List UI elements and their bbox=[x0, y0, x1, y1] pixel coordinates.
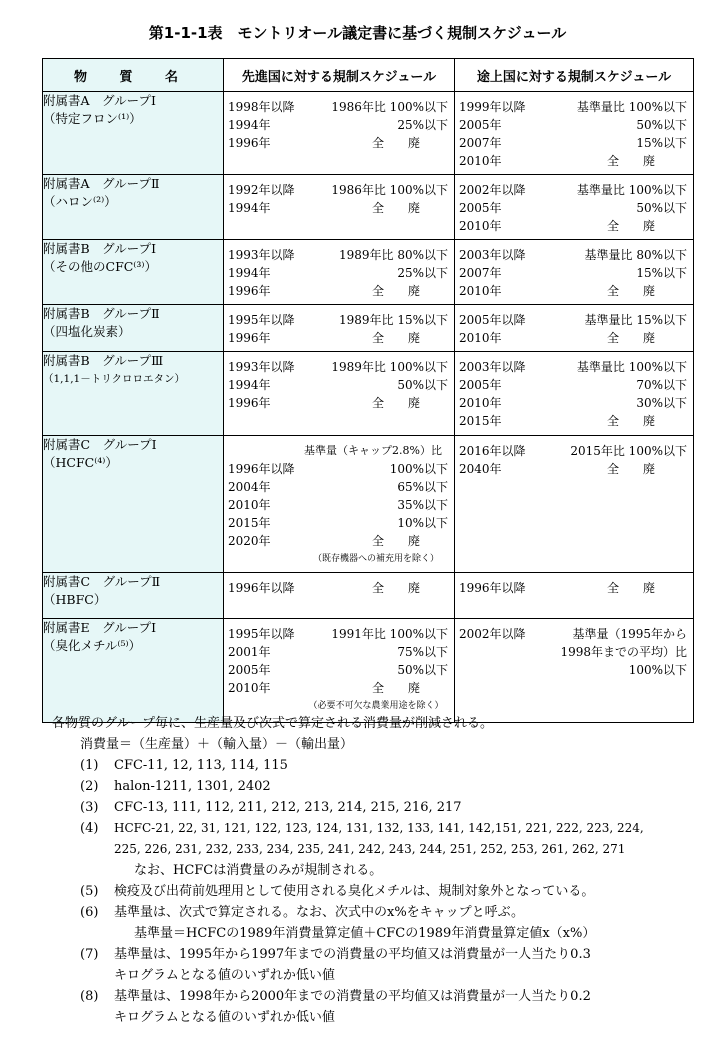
schedule-date: 2003年以降 bbox=[459, 360, 526, 374]
schedule-values bbox=[304, 625, 450, 715]
schedule-dates bbox=[459, 625, 535, 679]
footnote-line: 検疫及び出荷前処理用として使用される臭化メチルは、規制対象外となっている。 bbox=[114, 884, 595, 899]
substance-name bbox=[43, 352, 224, 436]
substance-line: 附属書E グループⅠ bbox=[43, 620, 157, 635]
schedule-value: 50%以下 bbox=[636, 118, 687, 132]
schedule-dates bbox=[228, 625, 304, 715]
footnote bbox=[52, 881, 712, 902]
schedule-dates bbox=[228, 579, 304, 597]
schedule-value: 基準量比 100%以下 bbox=[576, 100, 687, 114]
schedule-date: 2005年 bbox=[228, 663, 271, 677]
substance-name bbox=[43, 92, 224, 175]
schedule-date: 1996年以降 bbox=[459, 581, 526, 595]
footnote-line: 基準量＝HCFCの1989年消費量算定値＋CFCの1989年消費量算定値x（x%） bbox=[134, 926, 596, 941]
schedule-value: 全 廃 bbox=[371, 581, 420, 595]
schedule-values bbox=[535, 246, 689, 300]
schedule-date bbox=[228, 442, 304, 460]
schedule-value: 25%以下 bbox=[397, 266, 448, 280]
footnote bbox=[52, 797, 712, 818]
schedule-value: 基準量（1995年から bbox=[572, 627, 687, 641]
developed-schedule bbox=[224, 175, 455, 240]
schedule-date: 1996年以降 bbox=[228, 462, 295, 476]
schedule-value: （既存機器への補充用を除く） bbox=[312, 554, 439, 564]
table-row bbox=[43, 573, 694, 619]
schedule-date: 2015年 bbox=[228, 516, 271, 530]
developing-schedule bbox=[455, 573, 694, 619]
schedule-dates bbox=[228, 181, 304, 217]
schedule-values bbox=[304, 311, 450, 347]
schedule-values bbox=[535, 98, 689, 170]
schedule-date: 2016年以降 bbox=[459, 444, 526, 458]
schedule-value: 75%以下 bbox=[397, 645, 448, 659]
substance-line: 附属書B グループⅠ bbox=[43, 241, 157, 256]
substance-line: 附属書C グループⅡ bbox=[43, 574, 161, 589]
schedule-date: 2003年以降 bbox=[459, 248, 526, 262]
header-substance: 物 質 名 bbox=[43, 59, 224, 92]
schedule-value: 全 廃 bbox=[371, 681, 420, 695]
notes-intro: 各物質のグループ毎に、生産量及び次式で算定される消費量が削減される。 bbox=[52, 716, 493, 731]
schedule-date: 2010年 bbox=[228, 681, 271, 695]
schedule-date: 1994年 bbox=[228, 378, 271, 392]
schedule-value: 基準量（キャップ2.8%）比 bbox=[304, 444, 442, 457]
footnote bbox=[52, 755, 712, 776]
schedule-value: 50%以下 bbox=[397, 663, 448, 677]
footnote-line: HCFC-21, 22, 31, 121, 122, 123, 124, 131, 132, 133, 141, 142,151, 221, 222, 223, 224, bbox=[114, 821, 644, 835]
footnote-line: CFC-11, 12, 113, 114, 115 bbox=[114, 758, 288, 773]
schedule-date: 2005年 bbox=[459, 118, 502, 132]
footnote bbox=[52, 902, 712, 944]
table-row bbox=[43, 92, 694, 175]
schedule-value: 65%以下 bbox=[397, 480, 448, 494]
schedule-value: 基準量比 15%以下 bbox=[584, 313, 687, 327]
schedule-date: 2007年 bbox=[459, 266, 502, 280]
developed-schedule bbox=[224, 573, 455, 619]
header-developing: 途上国に対する規制スケジュール bbox=[455, 59, 694, 92]
schedule-value: 全 廃 bbox=[371, 534, 420, 548]
schedule-date: 1998年以降 bbox=[228, 100, 295, 114]
footnote-line: 基準量は、1995年から1997年までの消費量の平均値又は消費量が一人当たり0.3 bbox=[114, 947, 591, 962]
schedule-value: 全 廃 bbox=[606, 284, 655, 298]
schedule-value: 基準量比 100%以下 bbox=[576, 183, 687, 197]
footnote-line: キログラムとなる値のいずれか低い値 bbox=[114, 968, 335, 983]
schedule-value: 1989年比 15%以下 bbox=[338, 313, 448, 327]
schedule-date: 2010年 bbox=[459, 396, 502, 410]
schedule-values bbox=[535, 358, 689, 430]
footnote-number: (8) bbox=[80, 989, 99, 1004]
schedule-date: 2007年 bbox=[459, 136, 502, 150]
schedule-values bbox=[304, 358, 450, 412]
schedule-date: 2001年 bbox=[228, 645, 271, 659]
schedule-dates bbox=[459, 246, 535, 300]
footnote-line: 基準量は、次式で算定される。なお、次式中のx%をキャップと呼ぶ。 bbox=[114, 905, 524, 920]
schedule-value: 1998年までの平均）比 bbox=[560, 645, 687, 659]
notes-section bbox=[52, 713, 712, 1028]
schedule-date: 1994年 bbox=[228, 266, 271, 280]
schedule-values bbox=[535, 579, 689, 597]
developing-schedule bbox=[455, 92, 694, 175]
footnote-text bbox=[114, 944, 591, 986]
schedule-value: 全 廃 bbox=[606, 331, 655, 345]
schedule-date: 1996年 bbox=[228, 331, 271, 345]
schedule-value: 100%以下 bbox=[389, 462, 448, 476]
schedule-date: 1996年 bbox=[228, 136, 271, 150]
footnote-text bbox=[114, 881, 594, 902]
schedule-date: 1994年 bbox=[228, 118, 271, 132]
schedule-value: 1989年比 80%以下 bbox=[338, 248, 448, 262]
substance-line: （ハロン⁽²⁾） bbox=[43, 194, 117, 209]
schedule-dates bbox=[459, 442, 535, 478]
footnote bbox=[52, 776, 712, 797]
schedule-values bbox=[535, 311, 689, 347]
table-row bbox=[43, 436, 694, 573]
footnote-text bbox=[114, 818, 644, 881]
schedule-value: 15%以下 bbox=[636, 266, 687, 280]
schedule-values bbox=[304, 98, 450, 152]
schedule-date: 2010年 bbox=[459, 331, 502, 345]
schedule-date: 2002年以降 bbox=[459, 627, 526, 641]
footnote-number: (3) bbox=[80, 800, 99, 815]
schedule-date: 2004年 bbox=[228, 480, 271, 494]
schedule-value: 70%以下 bbox=[636, 378, 687, 392]
schedule-date: 1996年以降 bbox=[228, 581, 295, 595]
developed-schedule bbox=[224, 240, 455, 305]
schedule-values bbox=[304, 181, 450, 217]
schedule-values bbox=[535, 442, 689, 478]
schedule-value: （必要不可欠な農業用途を除く） bbox=[308, 701, 444, 711]
substance-line: 附属書B グループⅡ bbox=[43, 306, 160, 321]
schedule-value: 1986年比 100%以下 bbox=[331, 100, 448, 114]
schedule-dates bbox=[228, 442, 304, 568]
table-row bbox=[43, 352, 694, 436]
footnote-line: halon-1211, 1301, 2402 bbox=[114, 779, 271, 794]
schedule-date: 2020年 bbox=[228, 534, 271, 548]
footnote-number: (7) bbox=[80, 947, 99, 962]
schedule-value: 全 廃 bbox=[606, 154, 655, 168]
substance-name bbox=[43, 619, 224, 723]
substance-line: （HCFC⁽⁴⁾） bbox=[43, 455, 118, 470]
schedule-value: 全 廃 bbox=[606, 414, 655, 428]
footnote-line: CFC-13, 111, 112, 211, 212, 213, 214, 215, 216, 217 bbox=[114, 800, 462, 815]
footnote-text bbox=[114, 986, 591, 1028]
developing-schedule bbox=[455, 436, 694, 573]
schedule-value: 全 廃 bbox=[606, 581, 655, 595]
developed-schedule bbox=[224, 305, 455, 352]
schedule-value: 1986年比 100%以下 bbox=[331, 183, 448, 197]
schedule-date: 2010年 bbox=[459, 219, 502, 233]
schedule-date: 1993年以降 bbox=[228, 360, 295, 374]
substance-name bbox=[43, 175, 224, 240]
schedule-value: 全 廃 bbox=[371, 331, 420, 345]
footnote-text bbox=[114, 776, 271, 797]
developing-schedule bbox=[455, 175, 694, 240]
schedule-values bbox=[535, 625, 689, 679]
page-title: 第1-1-1表 モントリオール議定書に基づく規制スケジュール bbox=[148, 24, 567, 42]
substance-line: （四塩化炭素） bbox=[43, 324, 131, 339]
schedule-value: 30%以下 bbox=[636, 396, 687, 410]
schedule-dates bbox=[459, 311, 535, 347]
developing-schedule bbox=[455, 352, 694, 436]
schedule-value: 50%以下 bbox=[636, 201, 687, 215]
substance-line: 附属書A グループⅡ bbox=[43, 176, 160, 191]
schedule-values bbox=[304, 246, 450, 300]
footnote-line: キログラムとなる値のいずれか低い値 bbox=[114, 1010, 335, 1025]
schedule-value: 全 廃 bbox=[606, 219, 655, 233]
footnote-line: 225, 226, 231, 232, 233, 234, 235, 241, 242, 243, 244, 251, 252, 253, 261, 262, 271 bbox=[114, 842, 626, 856]
schedule-date: 2005年 bbox=[459, 378, 502, 392]
schedule-date: 1994年 bbox=[228, 201, 271, 215]
schedule-date: 2015年 bbox=[459, 414, 502, 428]
substance-line: （その他のCFC⁽³⁾） bbox=[43, 259, 157, 274]
schedule-value: 全 廃 bbox=[371, 201, 420, 215]
schedule-value: 基準量比 100%以下 bbox=[576, 360, 687, 374]
schedule-date: 2005年以降 bbox=[459, 313, 526, 327]
footnote bbox=[52, 944, 712, 986]
substance-line: （特定フロン⁽¹⁾） bbox=[43, 111, 142, 126]
footnote-number: (2) bbox=[80, 779, 99, 794]
substance-line: 附属書C グループⅠ bbox=[43, 437, 157, 452]
schedule-dates bbox=[228, 311, 304, 347]
schedule-date: 1996年 bbox=[228, 284, 271, 298]
schedule-values bbox=[304, 579, 450, 597]
schedule-date: 2010年 bbox=[228, 498, 271, 512]
schedule-dates bbox=[459, 358, 535, 430]
substance-name bbox=[43, 436, 224, 573]
table-row bbox=[43, 305, 694, 352]
schedule-value: 100%以下 bbox=[628, 663, 687, 677]
schedule-date: 1999年以降 bbox=[459, 100, 526, 114]
developed-schedule bbox=[224, 436, 455, 573]
schedule-value: 15%以下 bbox=[636, 136, 687, 150]
substance-line: （HBFC） bbox=[43, 592, 107, 607]
footnote-text bbox=[114, 797, 462, 818]
schedule-value: 10%以下 bbox=[397, 516, 448, 530]
table-row bbox=[43, 240, 694, 305]
footnote bbox=[52, 986, 712, 1028]
schedule-value: 基準量比 80%以下 bbox=[584, 248, 687, 262]
developing-schedule bbox=[455, 305, 694, 352]
schedule-value: 35%以下 bbox=[397, 498, 448, 512]
schedule-value: 全 廃 bbox=[371, 136, 420, 150]
footnote-number: (5) bbox=[80, 884, 99, 899]
footnote-list bbox=[52, 755, 712, 1028]
schedule-value: 全 廃 bbox=[371, 284, 420, 298]
footnote-number: (4) bbox=[80, 821, 99, 836]
schedule-value: 50%以下 bbox=[397, 378, 448, 392]
schedule-date: 2010年 bbox=[459, 154, 502, 168]
schedule-date: 1995年以降 bbox=[228, 627, 295, 641]
schedule-value: 2015年比 100%以下 bbox=[570, 444, 687, 458]
footnote-line: 基準量は、1998年から2000年までの消費量の平均値又は消費量が一人当たり0.2 bbox=[114, 989, 591, 1004]
schedule-value: 25%以下 bbox=[397, 118, 448, 132]
schedule-dates bbox=[459, 181, 535, 235]
schedule-value: 全 廃 bbox=[371, 396, 420, 410]
footnote-text bbox=[114, 902, 595, 944]
schedule-date: 2002年以降 bbox=[459, 183, 526, 197]
substance-name bbox=[43, 573, 224, 619]
header-developed: 先進国に対する規制スケジュール bbox=[224, 59, 455, 92]
schedule-date: 1995年以降 bbox=[228, 313, 295, 327]
schedule-dates bbox=[228, 98, 304, 152]
schedule-date: 2010年 bbox=[459, 284, 502, 298]
schedule-dates bbox=[459, 98, 535, 170]
footnote-number: (1) bbox=[80, 758, 99, 773]
substance-name bbox=[43, 305, 224, 352]
footnote-line: なお、HCFCは消費量のみが規制される。 bbox=[134, 863, 383, 878]
notes-formula: 消費量＝（生産量）＋（輸入量）－（輸出量） bbox=[80, 737, 354, 752]
regulation-schedule-table bbox=[42, 58, 694, 723]
developing-schedule bbox=[455, 619, 694, 723]
schedule-dates bbox=[228, 246, 304, 300]
schedule-value: 全 廃 bbox=[606, 462, 655, 476]
schedule-date: 1996年 bbox=[228, 396, 271, 410]
schedule-date: 1993年以降 bbox=[228, 248, 295, 262]
developing-schedule bbox=[455, 240, 694, 305]
schedule-values bbox=[304, 442, 450, 568]
developed-schedule bbox=[224, 352, 455, 436]
schedule-dates bbox=[228, 358, 304, 412]
table-row bbox=[43, 619, 694, 723]
table-row bbox=[43, 175, 694, 240]
developed-schedule bbox=[224, 92, 455, 175]
footnote-text bbox=[114, 755, 288, 776]
schedule-value: 1989年比 100%以下 bbox=[331, 360, 448, 374]
footnote-number: (6) bbox=[80, 905, 99, 920]
schedule-dates bbox=[459, 579, 535, 597]
schedule-date: 2005年 bbox=[459, 201, 502, 215]
footnote bbox=[52, 818, 712, 881]
substance-line: （臭化メチル⁽⁵⁾） bbox=[43, 638, 142, 653]
substance-name bbox=[43, 240, 224, 305]
substance-line: （1,1,1－トリクロロエタン） bbox=[43, 373, 186, 385]
schedule-date: 2040年 bbox=[459, 462, 502, 476]
schedule-values bbox=[535, 181, 689, 235]
schedule-value: 1991年比 100%以下 bbox=[331, 627, 448, 641]
substance-line: 附属書B グループⅢ bbox=[43, 353, 164, 368]
substance-line: 附属書A グループⅠ bbox=[43, 93, 156, 108]
table-header-row bbox=[43, 59, 694, 92]
schedule-date: 1992年以降 bbox=[228, 183, 295, 197]
developed-schedule bbox=[224, 619, 455, 723]
